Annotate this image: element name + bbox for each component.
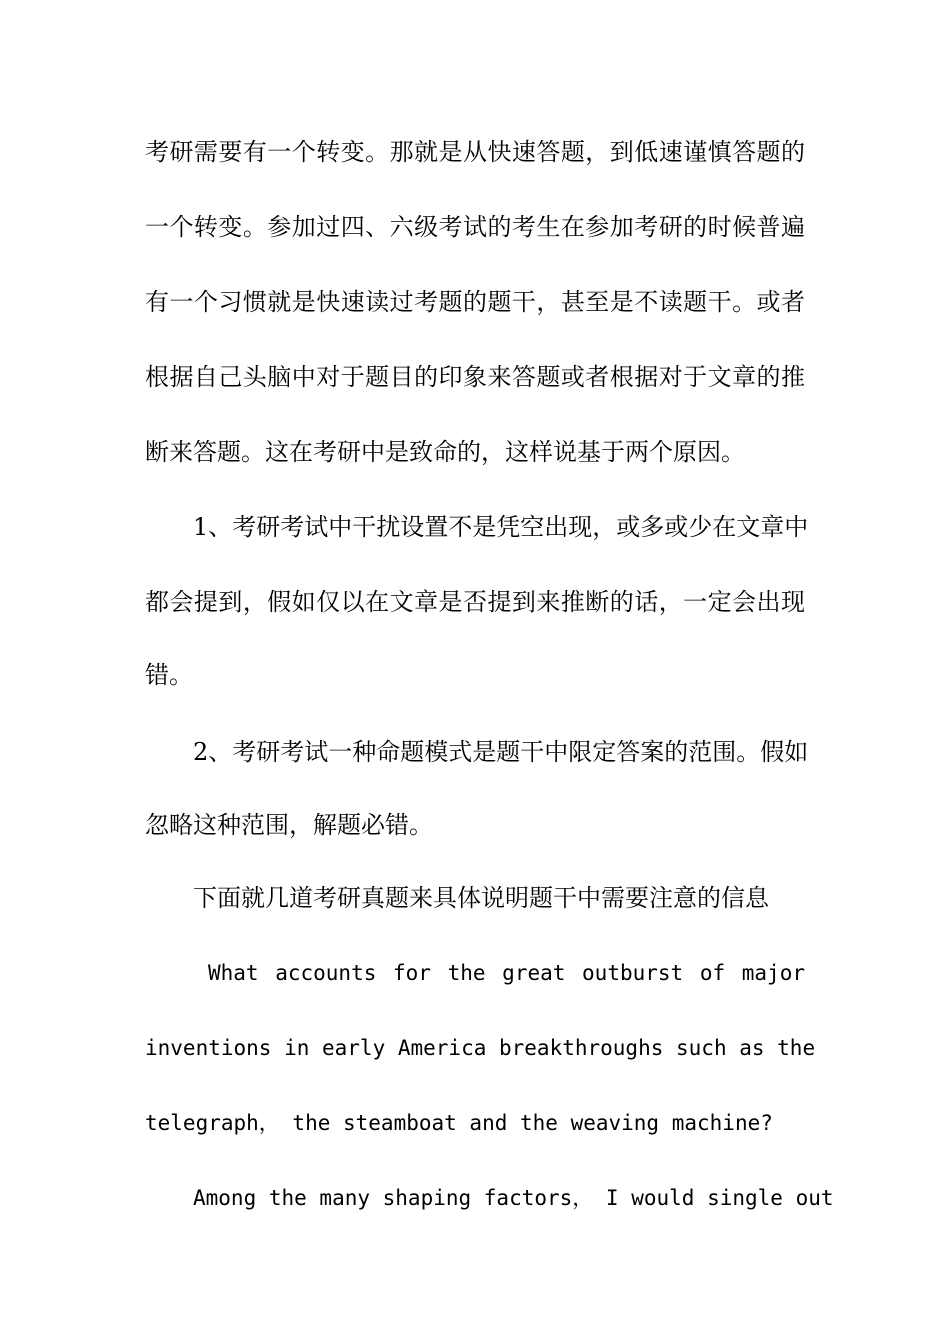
- paragraph-5-line-3: telegraph， the steamboat and the weaving machine?: [145, 1111, 773, 1135]
- paragraph-1-line-4: 根据自己头脑中对于题目的印象来答题或者根据对于文章的推: [145, 363, 805, 391]
- paragraph-3-line-2: 忽略这种范围，解题必错。: [145, 811, 433, 839]
- paragraph-4-line-1: 下面就几道考研真题来具体说明题干中需要注意的信息: [193, 884, 769, 912]
- paragraph-2-line-3: 错。: [145, 661, 193, 689]
- paragraph-6-line-1: Among the many shaping factors， I would single out: [193, 1186, 834, 1210]
- paragraph-5-line-1: What accounts for the great outburst of major: [208, 961, 805, 985]
- paragraph-2-line-2: 都会提到，假如仅以在文章是否提到来推断的话，一定会出现: [145, 588, 805, 616]
- paragraph-1-line-3: 有一个习惯就是快速读过考题的题干，甚至是不读题干。或者: [145, 288, 805, 316]
- paragraph-3-line-1: 2、考研考试一种命题模式是题干中限定答案的范围。假如: [193, 738, 809, 766]
- paragraph-1-line-1: 考研需要有一个转变。那就是从快速答题，到低速谨慎答题的: [145, 138, 805, 166]
- paragraph-1-line-5: 断来答题。这在考研中是致命的，这样说基于两个原因。: [145, 438, 745, 466]
- paragraph-1-line-2: 一个转变。参加过四、六级考试的考生在参加考研的时候普遍: [145, 213, 805, 241]
- paragraph-5-line-2: inventions in early America breakthroughs such as the: [145, 1036, 816, 1060]
- paragraph-2-line-1: 1、考研考试中干扰设置不是凭空出现，或多或少在文章中: [193, 513, 809, 541]
